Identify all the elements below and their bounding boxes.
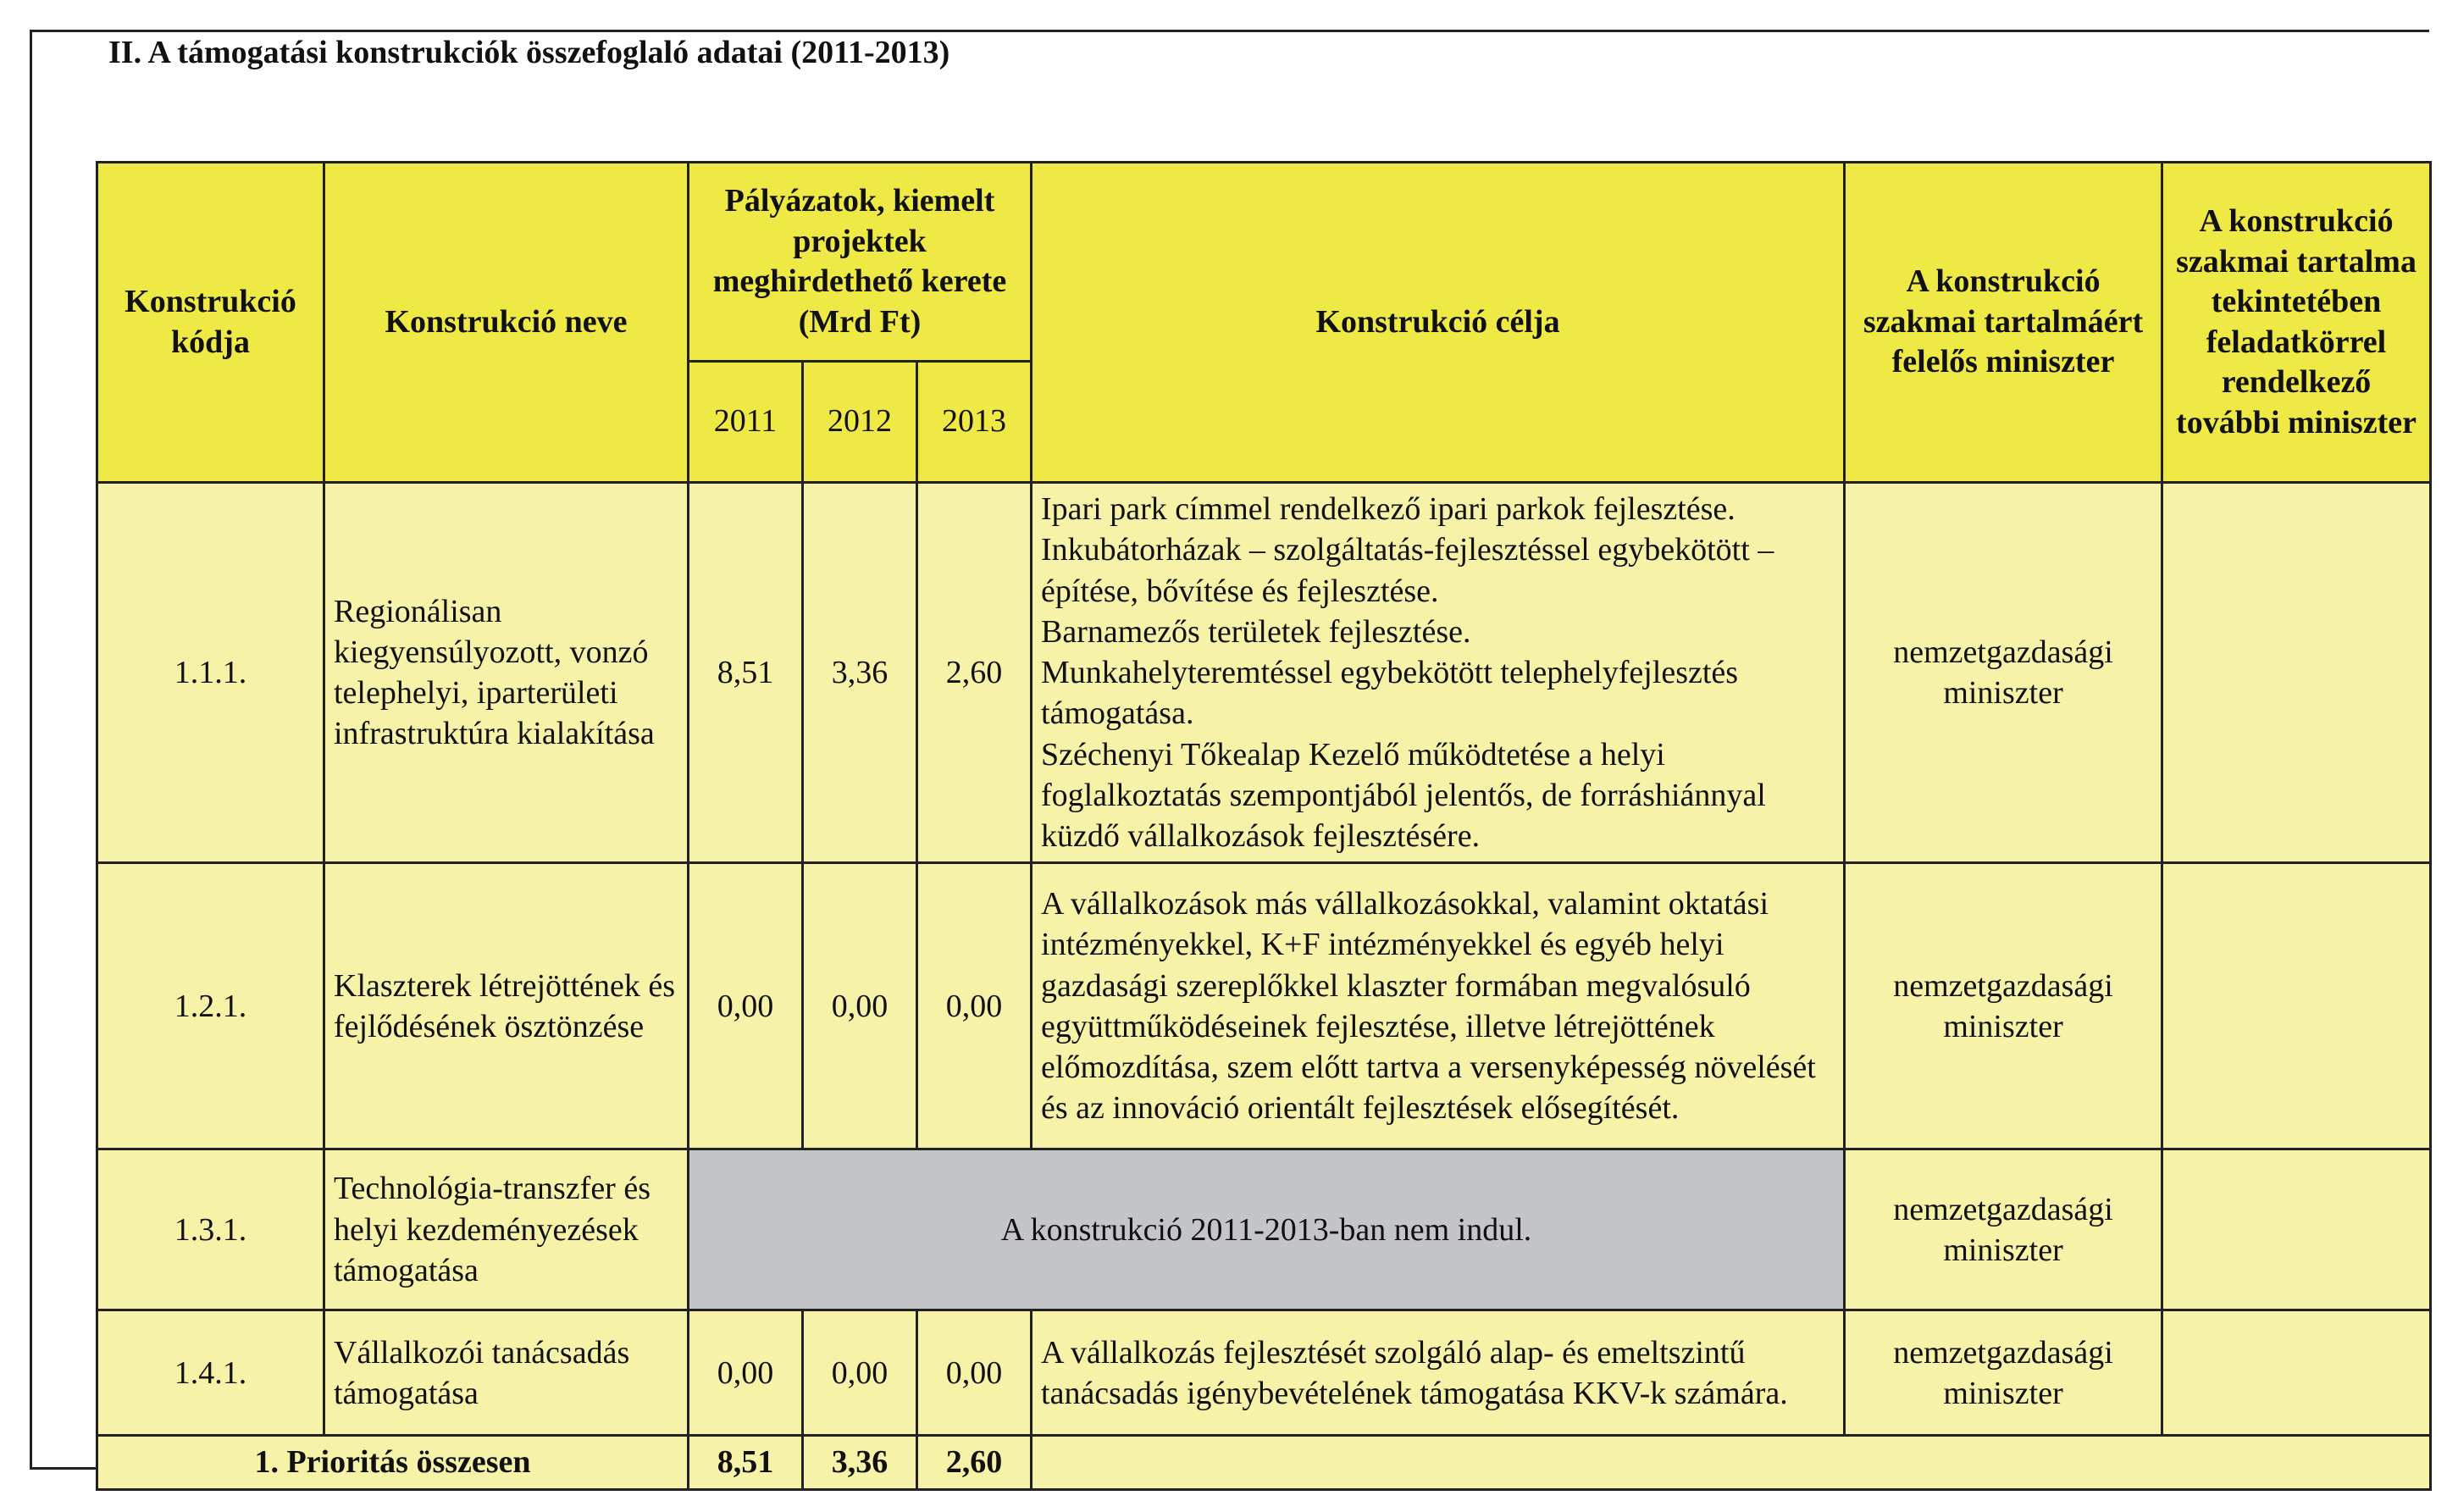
row-value-2011: 8,51 [689,483,803,863]
table-row [97,483,2431,863]
construction-summary-table [96,161,2432,1491]
total-2013: 2,60 [917,1436,1032,1489]
row-not-launched-note: A konstrukció 2011-2013-ban nem indul. [689,1149,1845,1310]
row-value-2011: 0,00 [689,863,803,1149]
table-row [97,1310,2431,1436]
header-budget: Pályázatok, kiemelt projektek meghirdethető kerete (Mrd Ft) [689,163,1032,362]
row-value-2012: 3,36 [803,483,917,863]
table-row [97,863,2431,1149]
header-code: Konstrukció kódja [97,163,324,483]
total-2012: 3,36 [803,1436,917,1489]
row-name: Klaszterek létrejöttének és fejlődésének ösztönzése [324,863,689,1149]
row-value-2012: 0,00 [803,863,917,1149]
total-label: 1. Prioritás összesen [97,1436,689,1489]
row-minister: nemzetgazdasági miniszter [1845,1149,2162,1310]
page-title: II. A támogatási konstrukciók összefoglaló adatai (2011-2013) [108,35,950,70]
row-minister: nemzetgazdasági miniszter [1845,1310,2162,1436]
header-aim: Konstrukció célja [1032,163,1845,483]
header-name: Konstrukció neve [324,163,689,483]
row-code: 1.4.1. [97,1310,324,1436]
row-minister: nemzetgazdasági miniszter [1845,863,2162,1149]
row-code: 1.1.1. [97,483,324,863]
row-value-2013: 0,00 [917,863,1032,1149]
aim-line: Barnamezős területek fejlesztése. [1041,613,1471,650]
header-year-2011: 2011 [689,362,803,483]
row-value-2013: 0,00 [917,1310,1032,1436]
row-aim [1032,1310,1845,1436]
row-other-minister [2162,1149,2431,1310]
header-other-minister: A konstrukció szakmai tartalma tekintetében feladatkörrel rendelkező további miniszter [2162,163,2431,483]
aim-line: Munkahelyteremtéssel egybekötött telephelyfejlesztés támogatása. [1041,655,1739,732]
total-2011: 8,51 [689,1436,803,1489]
aim-line: A vállalkozások más vállalkozásokkal, valamint oktatási intézményekkel, K+F intézményekkel és egyéb helyi gazdasági szereplőkkel klaszter formában megvalósuló együttműködéseinek fejlesztése, illetve létrejöttének előmozdítása, szem előtt tartva a versenyképesség növelését és az innováció orientált fejlesztések elősegítését. [1041,886,1816,1127]
aim-line: Széchenyi Tőkealap Kezelő működtetése a helyi foglalkoztatás szempontjából jelentős, de forráshiánnyal küzdő vállalkozások fejlesztésére. [1041,736,1766,854]
row-minister: nemzetgazdasági miniszter [1845,483,2162,863]
row-aim [1032,863,1845,1149]
table-row [97,1149,2431,1310]
row-value-2011: 0,00 [689,1310,803,1436]
row-name: Regionálisan kiegyensúlyozott, vonzó telephelyi, iparterületi infrastruktúra kialakítása [324,483,689,863]
row-other-minister [2162,483,2431,863]
total-empty [1032,1436,2431,1489]
header-year-2012: 2012 [803,362,917,483]
row-name: Technológia-transzfer és helyi kezdeményezések támogatása [324,1149,689,1310]
row-name: Vállalkozói tanácsadás támogatása [324,1310,689,1436]
aim-line: A vállalkozás fejlesztését szolgáló alap- és emeltszintű tanácsadás igénybevételének támogatása KKV-k számára. [1041,1334,1788,1411]
row-value-2013: 2,60 [917,483,1032,863]
aim-line: Ipari park címmel rendelkező ipari parkok fejlesztése. [1041,491,1736,527]
row-other-minister [2162,1310,2431,1436]
header-year-2013: 2013 [917,362,1032,483]
aim-line: Inkubátorházak – szolgáltatás-fejlesztéssel egybekötött – építése, bővítése és fejlesztése. [1041,532,1774,609]
page-frame-left [30,30,96,1470]
row-aim [1032,483,1845,863]
header-minister: A konstrukció szakmai tartalmáért felelős miniszter [1845,163,2162,483]
row-code: 1.2.1. [97,863,324,1149]
row-code: 1.3.1. [97,1149,324,1310]
row-value-2012: 0,00 [803,1310,917,1436]
total-row [97,1436,2431,1489]
row-other-minister [2162,863,2431,1149]
